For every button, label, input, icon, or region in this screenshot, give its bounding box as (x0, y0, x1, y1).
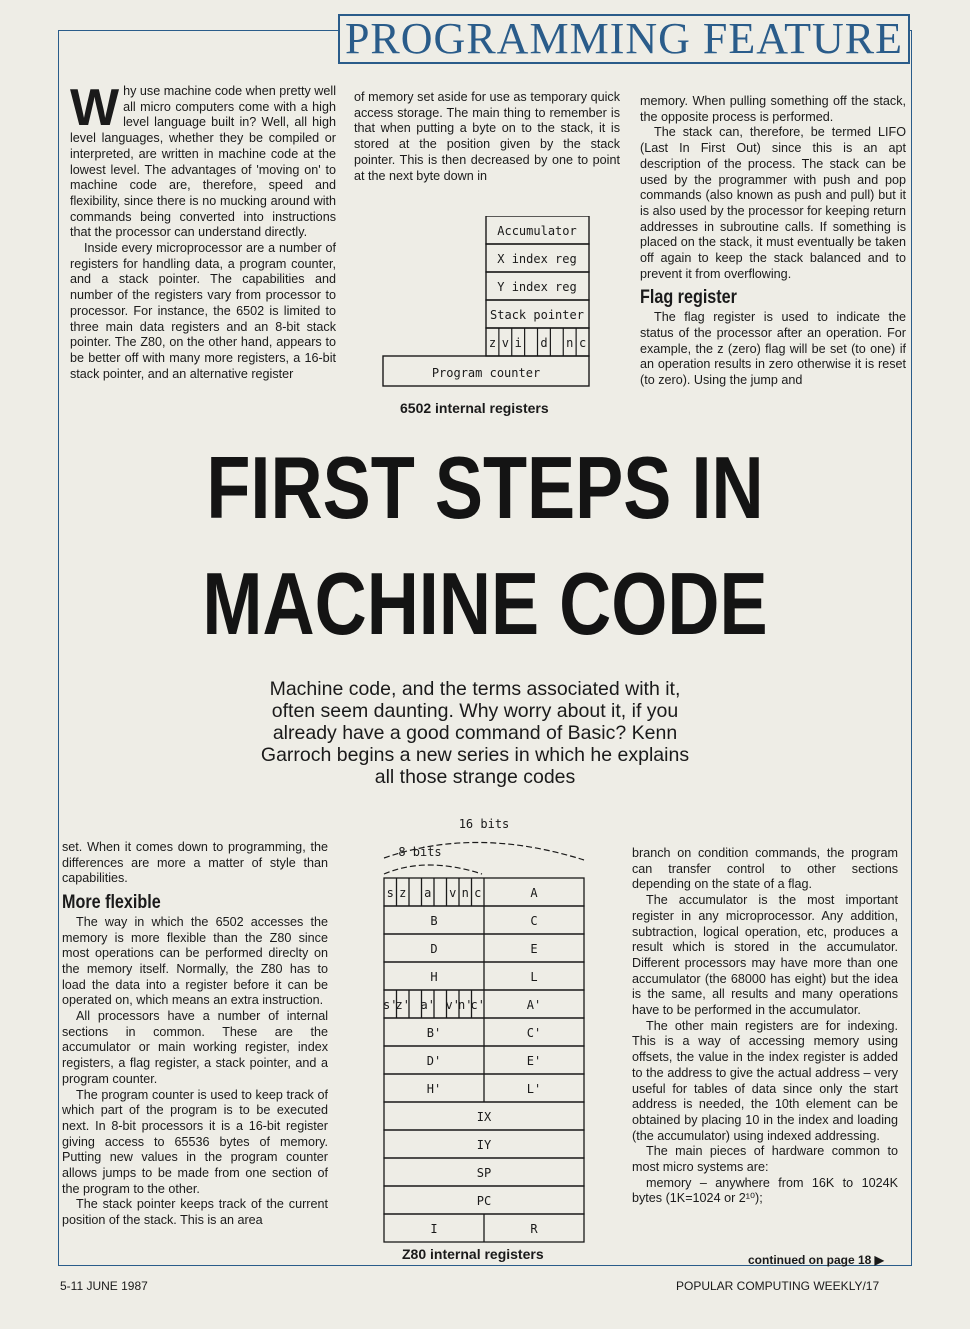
register-cell: SP (476, 1166, 492, 1180)
section-banner (338, 14, 910, 64)
register-cell: PC (476, 1194, 492, 1208)
paragraph: memory – anywhere from 16K to 1024K bytes (1K=1024 or 2¹⁰); (632, 1175, 898, 1206)
paragraph: The main pieces of hardware common to most micro systems are: (632, 1144, 898, 1175)
paragraph: The stack pointer keeps track of the current position of the stack. This is an area (62, 1197, 328, 1228)
continued-note: continued on page 18 ▶ (748, 1253, 884, 1267)
column-3-top (640, 94, 906, 424)
paragraph: branch on condition commands, the program can transfer control to other sections depending on the state of a flag. (632, 846, 898, 892)
label-8-bits: 8 bits (398, 845, 442, 859)
drop-cap: W (70, 84, 120, 137)
label-16-bits: 16 bits (458, 817, 510, 831)
flag-cell: v' (445, 998, 460, 1012)
headline-line-1: FIRST STEPS IN (206, 438, 764, 537)
banner-text: PROGRAMMING FEATURE (344, 14, 904, 63)
flag-cell: c (474, 886, 482, 900)
flag-cell: a (424, 886, 432, 900)
paragraph: of memory set aside for use as temporary quick access storage. The main thing to remember is that when putting a byte on to the stack, it is stored at the position given by the stack pointer. This is then decreased by one to point at the next byte down in (354, 90, 620, 183)
register-cell: L (530, 970, 538, 984)
paragraph: The stack can, therefore, be termed LIFO (Last In First Out) since this is an apt description of the process. The stack can be used by the programmer with push and pop commands (also known as push and pull) but it is also used by the processor for keeping return addresses in subroutine calls. If something is placed on the stack, it must eventually be taken off again to keep the stack balanced and to prevent it from overflowing. (640, 125, 906, 281)
diagram-6502 (382, 216, 592, 392)
register-cell: IX (476, 1110, 492, 1124)
footer-page: POPULAR COMPUTING WEEKLY/17 (676, 1279, 880, 1293)
reg-x-index: X index reg (497, 252, 577, 266)
paragraph: memory. When pulling something off the stack, the opposite process is performed. (640, 94, 906, 124)
flag-cell: v (501, 336, 509, 350)
flag-cell: d (540, 336, 548, 350)
reg-program-counter: Program counter (431, 366, 541, 380)
flag-cell: z (399, 886, 407, 900)
footer-date: 5-11 JUNE 1987 (60, 1279, 148, 1293)
register-cell: L' (526, 1082, 542, 1096)
register-cell: C' (526, 1026, 542, 1040)
flag-cell: n (461, 886, 469, 900)
headline-line-2: MACHINE CODE (202, 554, 768, 653)
register-cell: C (530, 914, 538, 928)
register-cell: R (530, 1222, 538, 1236)
diagram-z80 (376, 812, 596, 1246)
intro-text: hy use machine code when pretty well all micro computers come with a high level language built in? Well, all high level languages, whether they be compiled or interpreted, are written in machine code at the lowest level. The advantages of 'moving on' to machine code are, therefore, speed and flexibility, since there is no mucking around with commands being converted into instructions that the processor can understand directly. (70, 84, 336, 240)
paragraph: The program counter is used to keep track of which part of the program is to be executed next. In 8-bit processors it is a 16-bit register giving access to 65536 bytes of memory. Putting new values in the program counter allows jumps to be made from one section of the program to the other. (62, 1087, 328, 1196)
register-cell: A (530, 886, 538, 900)
caption-6502: 6502 internal registers (400, 400, 549, 416)
reg-stack-pointer: Stack pointer (490, 308, 584, 322)
flag-cell: n' (458, 998, 473, 1012)
flag-cell: a' (420, 998, 435, 1012)
register-cell: H' (426, 1082, 442, 1096)
flag-cell: c (578, 336, 587, 350)
flag-cell: v (449, 886, 457, 900)
paragraph: The way in which the 6502 accesses the memory is more flexible than the Z80 since most operations can be performed direclty on the memory itself. Normally, the Z80 has to load the data into a register before it can be operated on, which means an extra instruction. (62, 914, 328, 1008)
register-cell: I (430, 1222, 438, 1236)
subheading-flag-register: Flag register (640, 287, 737, 309)
standfirst: Machine code, and the terms associated with it, often seem daunting. Why worry about it, if you already have a good command of Basic? Kenn Garroch begins a new series in which he explains all those strange codes (260, 678, 690, 788)
column-1-top (70, 84, 336, 420)
flag-cell: i (514, 336, 522, 350)
register-cell: B (430, 914, 438, 928)
flag-cell: c' (470, 998, 485, 1012)
column-1-bottom (62, 840, 328, 1264)
paragraph: set. When it comes down to programming, the differences are more a matter of style than capabilities. (62, 840, 328, 886)
caption-z80: Z80 internal registers (402, 1246, 544, 1262)
flag-cell: z' (395, 998, 410, 1012)
paragraph: All processors have a number of internal sections in common. These are the accumulator or main working register, index registers, a flag register, a stack pointer, and a program counter. (62, 1009, 328, 1086)
paragraph: The other main registers are for indexing. This is a way of accessing memory using offsets, the value in the index register is added to the address to give the actual address – very useful for tables of data since only the start address is needed, the 10th element can be obtained by placing 10 in the index and loading (the accumulator) using indexed addressing. (632, 1018, 898, 1143)
flag-cell: n (566, 336, 574, 350)
register-cell: E' (526, 1054, 542, 1068)
flag-cell: z (488, 336, 497, 350)
register-cell: E (530, 942, 538, 956)
register-cell: A' (526, 998, 542, 1012)
register-cell: D' (426, 1054, 442, 1068)
register-cell: IY (476, 1138, 492, 1152)
flag-cell: s' (383, 998, 398, 1012)
paragraph: The flag register is used to indicate the status of the processor after an operation. For example, the z (zero) flag will be set (to one) if an operation results in zero otherwise it is reset (to zero). Using the jump and (640, 310, 906, 387)
paragraph: The accumulator is the most important register in any microprocessor. Any addition, subtraction, logical operation, etc, produces a result which is stored in the accumulator. Different processors may have more than one accumulator (the 68000 has eight) but the idea is the same, all results and many operations have to be performed in the accumulator. (632, 893, 898, 1018)
subheading-more-flexible: More flexible (62, 892, 161, 914)
flag-cell: s (386, 886, 394, 900)
register-cell: B' (426, 1026, 442, 1040)
reg-accumulator: Accumulator (497, 224, 577, 238)
column-2-top (354, 90, 620, 190)
reg-y-index: Y index reg (497, 280, 577, 294)
intro-paragraph (70, 84, 336, 241)
register-cell: H (430, 970, 438, 984)
paragraph: Inside every microprocessor are a number of registers for handling data, a program counter, and a stack pointer. The capabilities and number of the registers vary from processor to processor. For instance, the 6502 is limited to three main data registers and an 8-bit stack pointer. The Z80, on the other hand, appears to be better off with many more registers, a 16-bit stack pointer, and an alternative register (70, 241, 336, 381)
column-3-bottom (632, 846, 898, 1246)
register-cell: D (430, 942, 438, 956)
